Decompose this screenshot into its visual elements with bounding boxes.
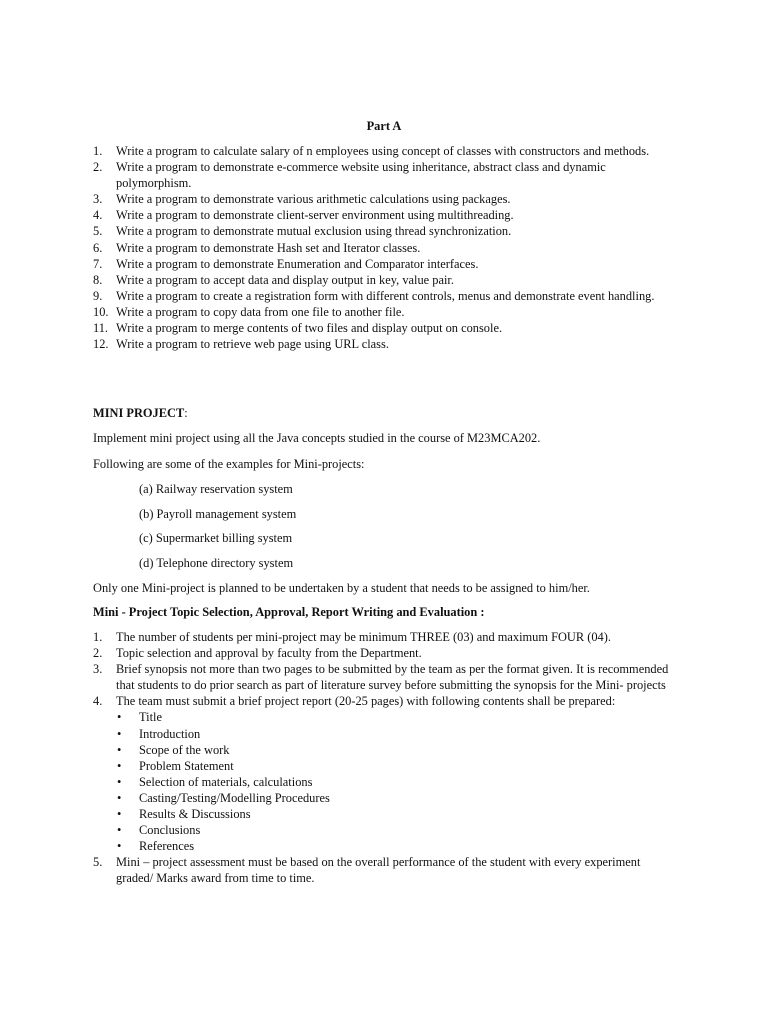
mini-project-heading-line — [93, 405, 678, 421]
list-item — [93, 288, 678, 304]
bullet-item — [116, 726, 678, 742]
bullet-item — [116, 742, 678, 758]
item-text: The team must submit a brief project report (20-25 pages) with following contents shall be prepared: — [116, 694, 616, 709]
bullet-item — [116, 838, 678, 854]
bullet-symbol: • — [117, 726, 122, 741]
list-item — [93, 256, 678, 272]
item-number: 4. — [93, 208, 103, 223]
bullet-symbol: • — [117, 774, 122, 789]
example-item: (d) Telephone directory system — [139, 556, 294, 570]
list-item — [93, 661, 678, 693]
item-number: 8. — [93, 272, 103, 287]
item-number: 3. — [93, 662, 103, 677]
example-item: (c) Supermarket billing system — [139, 531, 293, 545]
item-number: 7. — [93, 256, 103, 271]
bullet-item — [116, 774, 678, 790]
mini-project-intro: Implement mini project using all the Java concepts studied in the course of M23MCA202. — [93, 431, 541, 445]
assignment-note: Only one Mini-project is planned to be undertaken by a student that needs to be assigned to him/her. — [93, 581, 590, 595]
bullet-symbol: • — [117, 790, 122, 805]
selection-heading: Mini - Project Topic Selection, Approval, Report Writing and Evaluation : — [93, 605, 485, 619]
item-text: Write a program to demonstrate client-server environment using multithreading. — [116, 208, 514, 223]
bullet-symbol: • — [117, 807, 122, 822]
examples-intro: Following are some of the examples for Mini-projects: — [93, 457, 365, 471]
report-contents-list — [116, 709, 678, 854]
bullet-text: Results & Discussions — [139, 807, 251, 822]
list-item — [93, 143, 678, 159]
bullet-text: Selection of materials, calculations — [139, 774, 313, 789]
item-text: Brief synopsis not more than two pages to be submitted by the team as per the format given. It is recommended that students to do prior search as part of literature survey before submitting the synopsis for the Mini- projects — [116, 662, 669, 693]
item-text: Write a program to demonstrate e-commerce website using inheritance, abstract class and dynamic polymorphism. — [116, 160, 606, 191]
item-number: 2. — [93, 160, 103, 175]
list-item — [93, 336, 678, 352]
item-text: Write a program to demonstrate various arithmetic calculations using packages. — [116, 192, 511, 207]
item-text: Write a program to create a registration form with different controls, menus and demonstrate event handling. — [116, 288, 655, 303]
item-text: The number of students per mini-project may be minimum THREE (03) and maximum FOUR (04). — [116, 630, 611, 644]
item-text: Write a program to demonstrate mutual exclusion using thread synchronization. — [116, 224, 512, 239]
item-text: Write a program to merge contents of two files and display output on console. — [116, 321, 503, 336]
bullet-text: References — [139, 839, 195, 854]
bullet-item — [116, 822, 678, 838]
bullet-item — [116, 758, 678, 774]
bullet-text: Introduction — [139, 726, 201, 741]
bullet-symbol: • — [117, 839, 122, 854]
item-number: 10. — [93, 304, 109, 319]
list-item — [93, 854, 678, 886]
item-number: 6. — [93, 240, 103, 255]
example-item: (b) Payroll management system — [139, 507, 297, 521]
part-a-list — [93, 143, 678, 352]
item-text: Write a program to calculate salary of n employees using concept of classes with constructors and methods. — [116, 144, 650, 158]
list-item — [93, 240, 678, 256]
example-item: (a) Railway reservation system — [139, 482, 293, 496]
list-item — [93, 223, 678, 239]
list-item — [93, 320, 678, 336]
item-text: Write a program to demonstrate Hash set and Iterator classes. — [116, 240, 421, 255]
item-text: Topic selection and approval by faculty from the Department. — [116, 646, 422, 661]
item-number: 11. — [93, 321, 109, 336]
item-number: 9. — [93, 288, 103, 303]
bullet-text: Title — [139, 710, 162, 725]
item-number: 1. — [93, 630, 103, 644]
bullet-symbol: • — [117, 742, 122, 757]
item-number: 4. — [93, 694, 103, 709]
mini-project-heading-colon: : — [184, 406, 188, 420]
item-text: Write a program to retrieve web page using URL class. — [116, 337, 389, 352]
list-item — [93, 207, 678, 223]
item-number: 12. — [93, 337, 109, 352]
list-item — [93, 629, 678, 645]
list-item — [93, 304, 678, 320]
item-number: 5. — [93, 224, 103, 239]
list-item — [93, 159, 678, 191]
item-number: 3. — [93, 192, 103, 207]
item-number: 5. — [93, 855, 103, 870]
item-text: Write a program to demonstrate Enumeration and Comparator interfaces. — [116, 256, 479, 271]
bullet-symbol: • — [117, 823, 122, 838]
bullet-text: Scope of the work — [139, 742, 230, 757]
item-text: Write a program to copy data from one file to another file. — [116, 304, 405, 319]
list-item — [93, 693, 678, 854]
list-item — [93, 272, 678, 288]
item-text: Write a program to accept data and display output in key, value pair. — [116, 272, 454, 287]
mini-project-rules-list — [93, 629, 678, 887]
bullet-item — [116, 709, 678, 725]
part-a-title: Part A — [366, 119, 402, 133]
item-text: Mini – project assessment must be based on the overall performance of the student with every experiment graded/ Marks award from time to time. — [116, 855, 641, 886]
bullet-text: Problem Statement — [139, 758, 234, 773]
item-number: 2. — [93, 646, 103, 661]
bullet-item — [116, 806, 678, 822]
bullet-symbol: • — [117, 710, 122, 725]
bullet-text: Casting/Testing/Modelling Procedures — [139, 790, 330, 805]
list-item — [93, 645, 678, 661]
mini-project-heading: MINI PROJECT — [93, 406, 185, 420]
bullet-text: Conclusions — [139, 823, 201, 838]
item-number: 1. — [93, 144, 103, 158]
bullet-item — [116, 790, 678, 806]
list-item — [93, 191, 678, 207]
bullet-symbol: • — [117, 758, 122, 773]
